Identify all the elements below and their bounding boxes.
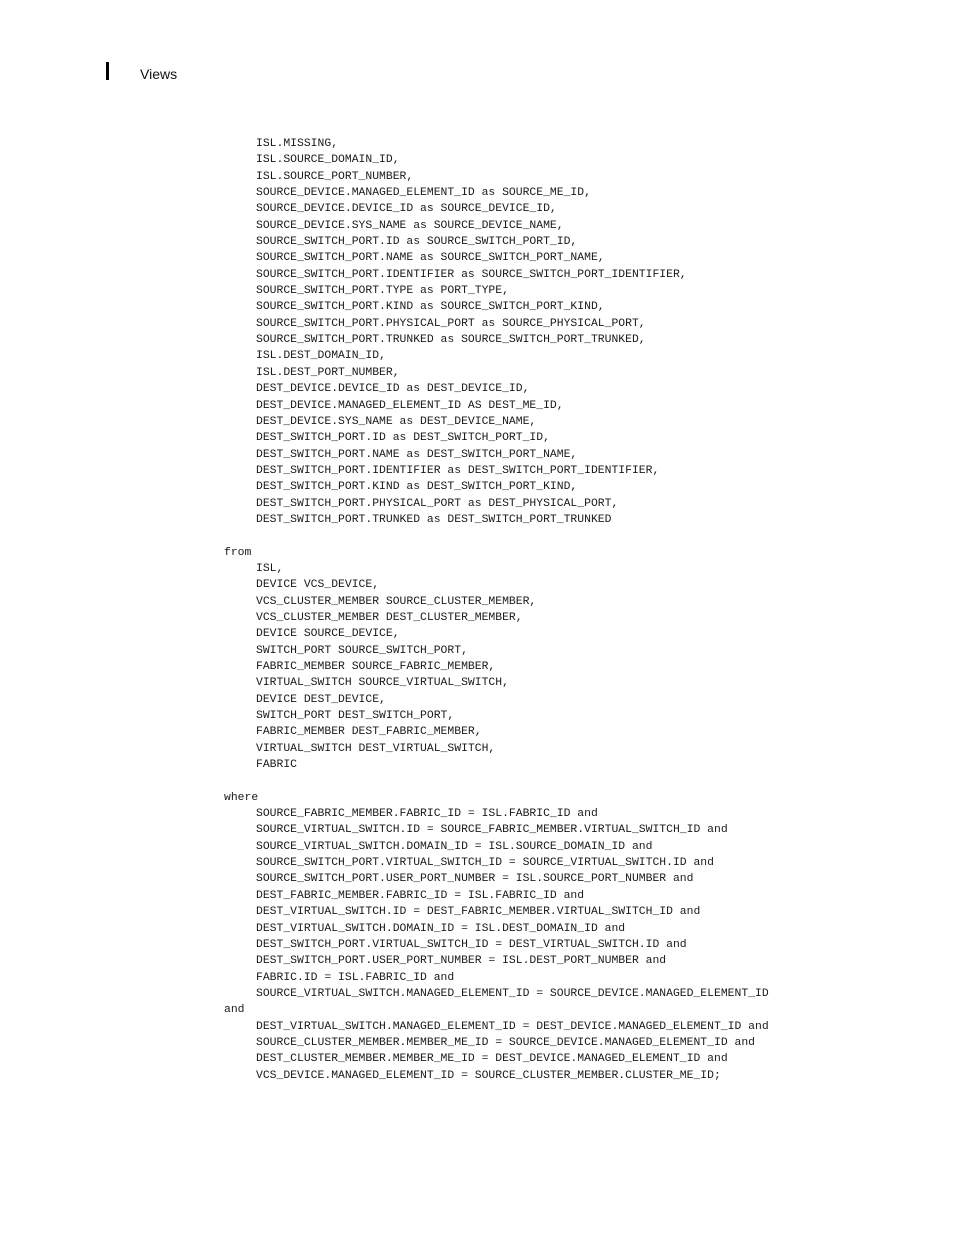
from-table-line: FABRIC_MEMBER SOURCE_FABRIC_MEMBER, [256, 661, 496, 673]
select-column-line: DEST_SWITCH_PORT.IDENTIFIER as DEST_SWITCH_PORT_IDENTIFIER, [256, 464, 660, 477]
where-condition-line: SOURCE_SWITCH_PORT.USER_PORT_NUMBER = ISL.SOURCE_PORT_NUMBER and [256, 873, 694, 886]
where-condition-line: DEST_CLUSTER_MEMBER.MEMBER_ME_ID = DEST_DEVICE.MANAGED_ELEMENT_ID and [256, 1053, 728, 1066]
from-table-line: DEVICE VCS_DEVICE, [256, 579, 380, 592]
select-column-line: SOURCE_DEVICE.SYS_NAME as SOURCE_DEVICE_NAME, [256, 219, 564, 232]
select-column-line: ISL.SOURCE_PORT_NUMBER, [256, 170, 414, 183]
from-table-line: FABRIC_MEMBER DEST_FABRIC_MEMBER, [256, 726, 482, 739]
select-column-line: DEST_SWITCH_PORT.NAME as DEST_SWITCH_PORT_NAME, [256, 448, 578, 461]
select-column-line: DEST_SWITCH_PORT.TRUNKED as DEST_SWITCH_PORT_TRUNKED [256, 513, 612, 526]
from-table-line: VCS_CLUSTER_MEMBER DEST_CLUSTER_MEMBER, [256, 611, 523, 624]
where-condition-line: and [224, 1004, 245, 1017]
select-column-line: ISL.MISSING, [256, 138, 339, 150]
blank-line [0, 773, 954, 789]
sql-code-block [0, 136, 954, 1084]
where-condition-line: SOURCE_VIRTUAL_SWITCH.ID = SOURCE_FABRIC_MEMBER.VIRTUAL_SWITCH_ID and [256, 824, 728, 837]
select-column-line: SOURCE_SWITCH_PORT.TYPE as PORT_TYPE, [256, 285, 509, 298]
select-column-line: DEST_DEVICE.DEVICE_ID as DEST_DEVICE_ID, [256, 383, 530, 396]
blank-line [0, 528, 954, 544]
where-condition-line: DEST_FABRIC_MEMBER.FABRIC_ID = ISL.FABRIC_ID and [256, 889, 585, 902]
select-column-line: DEST_SWITCH_PORT.KIND as DEST_SWITCH_PORT_KIND, [256, 481, 578, 494]
header-rule-bar [106, 62, 109, 80]
select-column-line: DEST_SWITCH_PORT.ID as DEST_SWITCH_PORT_ID, [256, 432, 550, 445]
where-condition-line: DEST_VIRTUAL_SWITCH.MANAGED_ELEMENT_ID = DEST_DEVICE.MANAGED_ELEMENT_ID and [256, 1020, 769, 1033]
select-column-line: SOURCE_SWITCH_PORT.KIND as SOURCE_SWITCH_PORT_KIND, [256, 301, 605, 314]
select-column-line: DEST_DEVICE.MANAGED_ELEMENT_ID AS DEST_ME_ID, [256, 399, 564, 412]
where-condition-line: VCS_DEVICE.MANAGED_ELEMENT_ID = SOURCE_CLUSTER_MEMBER.CLUSTER_ME_ID; [256, 1069, 721, 1082]
select-column-line: SOURCE_DEVICE.MANAGED_ELEMENT_ID as SOURCE_ME_ID, [256, 187, 591, 200]
select-column-line: DEST_SWITCH_PORT.PHYSICAL_PORT as DEST_PHYSICAL_PORT, [256, 497, 619, 510]
select-column-line: SOURCE_DEVICE.DEVICE_ID as SOURCE_DEVICE_ID, [256, 203, 557, 216]
where-condition-line: DEST_SWITCH_PORT.VIRTUAL_SWITCH_ID = DEST_VIRTUAL_SWITCH.ID and [256, 938, 687, 951]
where-condition-line: DEST_VIRTUAL_SWITCH.ID = DEST_FABRIC_MEMBER.VIRTUAL_SWITCH_ID and [256, 906, 701, 919]
from-table-line: ISL, [256, 562, 284, 575]
from-table-line: VIRTUAL_SWITCH SOURCE_VIRTUAL_SWITCH, [256, 677, 509, 690]
select-column-line: SOURCE_SWITCH_PORT.ID as SOURCE_SWITCH_PORT_ID, [256, 236, 578, 249]
select-column-line: SOURCE_SWITCH_PORT.PHYSICAL_PORT as SOURCE_PHYSICAL_PORT, [256, 317, 646, 330]
where-condition-line: SOURCE_VIRTUAL_SWITCH.MANAGED_ELEMENT_ID = SOURCE_DEVICE.MANAGED_ELEMENT_ID [256, 987, 769, 1000]
from-table-line: SWITCH_PORT DEST_SWITCH_PORT, [256, 710, 455, 723]
section-title: Views [140, 66, 178, 82]
from-table-line: VCS_CLUSTER_MEMBER SOURCE_CLUSTER_MEMBER, [256, 595, 537, 608]
select-column-line: SOURCE_SWITCH_PORT.TRUNKED as SOURCE_SWITCH_PORT_TRUNKED, [256, 334, 646, 347]
select-column-line: SOURCE_SWITCH_PORT.IDENTIFIER as SOURCE_SWITCH_PORT_IDENTIFIER, [256, 268, 687, 281]
where-condition-line: SOURCE_FABRIC_MEMBER.FABRIC_ID = ISL.FABRIC_ID and [256, 808, 598, 821]
select-column-line: ISL.DEST_DOMAIN_ID, [256, 350, 386, 363]
where-condition-line: FABRIC.ID = ISL.FABRIC_ID and [256, 971, 455, 984]
from-table-line: SWITCH_PORT SOURCE_SWITCH_PORT, [256, 644, 468, 657]
where-condition-line: SOURCE_SWITCH_PORT.VIRTUAL_SWITCH_ID = SOURCE_VIRTUAL_SWITCH.ID and [256, 857, 714, 870]
from-keyword: from [224, 546, 252, 559]
select-column-line: ISL.DEST_PORT_NUMBER, [256, 366, 400, 379]
select-column-line: SOURCE_SWITCH_PORT.NAME as SOURCE_SWITCH_PORT_NAME, [256, 252, 605, 265]
where-keyword: where [224, 791, 259, 804]
where-condition-line: DEST_SWITCH_PORT.USER_PORT_NUMBER = ISL.DEST_PORT_NUMBER and [256, 955, 667, 968]
where-condition-line: SOURCE_VIRTUAL_SWITCH.DOMAIN_ID = ISL.SOURCE_DOMAIN_ID and [256, 840, 653, 853]
from-table-line: DEVICE SOURCE_DEVICE, [256, 628, 400, 641]
select-column-line: ISL.SOURCE_DOMAIN_ID, [256, 154, 400, 167]
where-condition-line: SOURCE_CLUSTER_MEMBER.MEMBER_ME_ID = SOURCE_DEVICE.MANAGED_ELEMENT_ID and [256, 1036, 755, 1049]
select-column-line: DEST_DEVICE.SYS_NAME as DEST_DEVICE_NAME, [256, 415, 537, 428]
where-condition-line: DEST_VIRTUAL_SWITCH.DOMAIN_ID = ISL.DEST_DOMAIN_ID and [256, 922, 626, 935]
from-table-line: VIRTUAL_SWITCH DEST_VIRTUAL_SWITCH, [256, 742, 496, 755]
from-table-line: FABRIC [256, 759, 298, 772]
from-table-line: DEVICE DEST_DEVICE, [256, 693, 386, 706]
